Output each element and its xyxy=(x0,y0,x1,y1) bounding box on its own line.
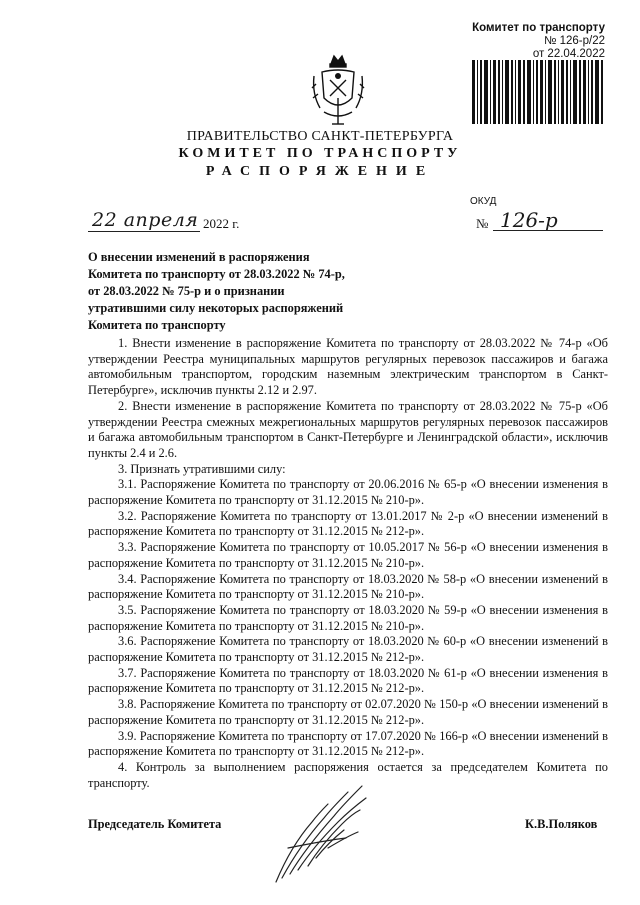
number-sign: № xyxy=(476,216,489,231)
paragraph: 3. Признать утратившими силу: xyxy=(118,461,286,476)
paragraph: 3.3. Распоряжение Комитета по транспорту от 10.05.2017 № 56-р «О внесении изменения в распоряжение Комитета по транспорту от 31.12.2015 № 210-р». xyxy=(88,540,608,570)
subject-line: О внесении изменений в распоряжения xyxy=(88,250,310,264)
barcode-icon xyxy=(470,60,605,124)
stamp-org: Комитет по транспорту xyxy=(472,22,605,34)
paragraph: 3.5. Распоряжение Комитета по транспорту от 18.03.2020 № 59-р «О внесении изменения в распоряжение Комитета по транспорту от 31.12.2015 № 210-р». xyxy=(88,602,608,633)
handwritten-number: 126-р xyxy=(500,208,558,232)
signer-name: К.В.Поляков xyxy=(525,817,598,831)
coat-of-arms-icon xyxy=(310,54,366,128)
document-type: РАСПОРЯЖЕНИЕ xyxy=(205,164,435,179)
document-body xyxy=(88,336,608,791)
government-title: ПРАВИТЕЛЬСТВО САНКТ-ПЕТЕРБУРГА xyxy=(186,129,454,144)
paragraph: 4. Контроль за выполнением распоряжения остается за председателем Комитета по транспорту. xyxy=(88,759,608,790)
signer-position: Председатель Комитета xyxy=(88,817,222,831)
paragraph: 3.7. Распоряжение Комитета по транспорту от 18.03.2020 № 61-р «О внесении изменения в распоряжение Комитета по транспорту от 31.12.2015 № 212-р». xyxy=(88,665,608,696)
handwritten-signature xyxy=(268,778,398,886)
handwritten-date: 22 апреля xyxy=(92,209,199,231)
stamp-number: № 126-р/22 xyxy=(544,35,605,47)
subject-line: Комитета по транспорту от 28.03.2022 № 74-р, xyxy=(88,267,345,281)
stamp-date: от 22.04.2022 xyxy=(532,48,605,60)
date-underline xyxy=(88,230,200,232)
subject-line: от 28.03.2022 № 75-р и о признании xyxy=(88,284,285,298)
registration-stamp xyxy=(440,22,605,61)
paragraph: 3.6. Распоряжение Комитета по транспорту от 18.03.2020 № 60-р «О внесении изменений в распоряжение Комитета по транспорту от 31.12.2015 № 212-р». xyxy=(88,634,608,665)
paragraph: 3.2. Распоряжение Комитета по транспорту от 13.01.2017 № 2-р «О внесении изменений в распоряжение Комитета по транспорту от 31.12.2015 № 212-р». xyxy=(88,508,608,539)
paragraph: 1. Внести изменение в распоряжение Комитета по транспорту от 28.03.2022 № 74-р «Об утверждении Реестра муниципальных маршрутов регулярных перевозок пассажиров и багажа автомобильным транспортом, городским наземным электрическим транспортом в Санкт-Петербурге», исключив пункты 2.12 и 2.97. xyxy=(88,336,608,398)
number-underline xyxy=(493,230,603,231)
date-year: 2022 г. xyxy=(203,216,240,231)
subject-line: утратившими силу некоторых распоряжений xyxy=(88,301,344,315)
paragraph: 2. Внести изменение в распоряжение Комитета по транспорту от 28.03.2022 № 75-р «Об утверждении Реестра смежных межрегиональных маршрутов регулярных перевозок пассажиров и багажа автомобильным транспортом в Санкт-Петербурге и Ленинградской области», исключив пункты 2.4 и 2.6. xyxy=(88,398,608,460)
paragraph: 3.1. Распоряжение Комитета по транспорту от 20.06.2016 № 65-р «О внесении изменения в распоряжение Комитета по транспорту от 31.12.2015 № 210-р». xyxy=(88,477,608,508)
okud-label: ОКУД xyxy=(470,196,497,207)
subject-line: Комитета по транспорту xyxy=(88,318,226,332)
paragraph: 3.9. Распоряжение Комитета по транспорту от 17.07.2020 № 166-р «О внесении изменений в распоряжение Комитета по транспорту от 31.12.2015 № 212-р». xyxy=(88,728,608,759)
paragraph: 3.8. Распоряжение Комитета по транспорту от 02.07.2020 № 150-р «О внесении изменений в распоряжение Комитета по транспорту от 31.12.2015 № 212-р». xyxy=(88,697,608,727)
document-subject xyxy=(88,249,388,334)
committee-title: КОМИТЕТ ПО ТРАНСПОРТУ xyxy=(178,146,462,161)
paragraph: 3.4. Распоряжение Комитета по транспорту от 18.03.2020 № 58-р «О внесении изменений в распоряжение Комитета по транспорту от 31.12.2015 № 210-р». xyxy=(88,571,608,602)
